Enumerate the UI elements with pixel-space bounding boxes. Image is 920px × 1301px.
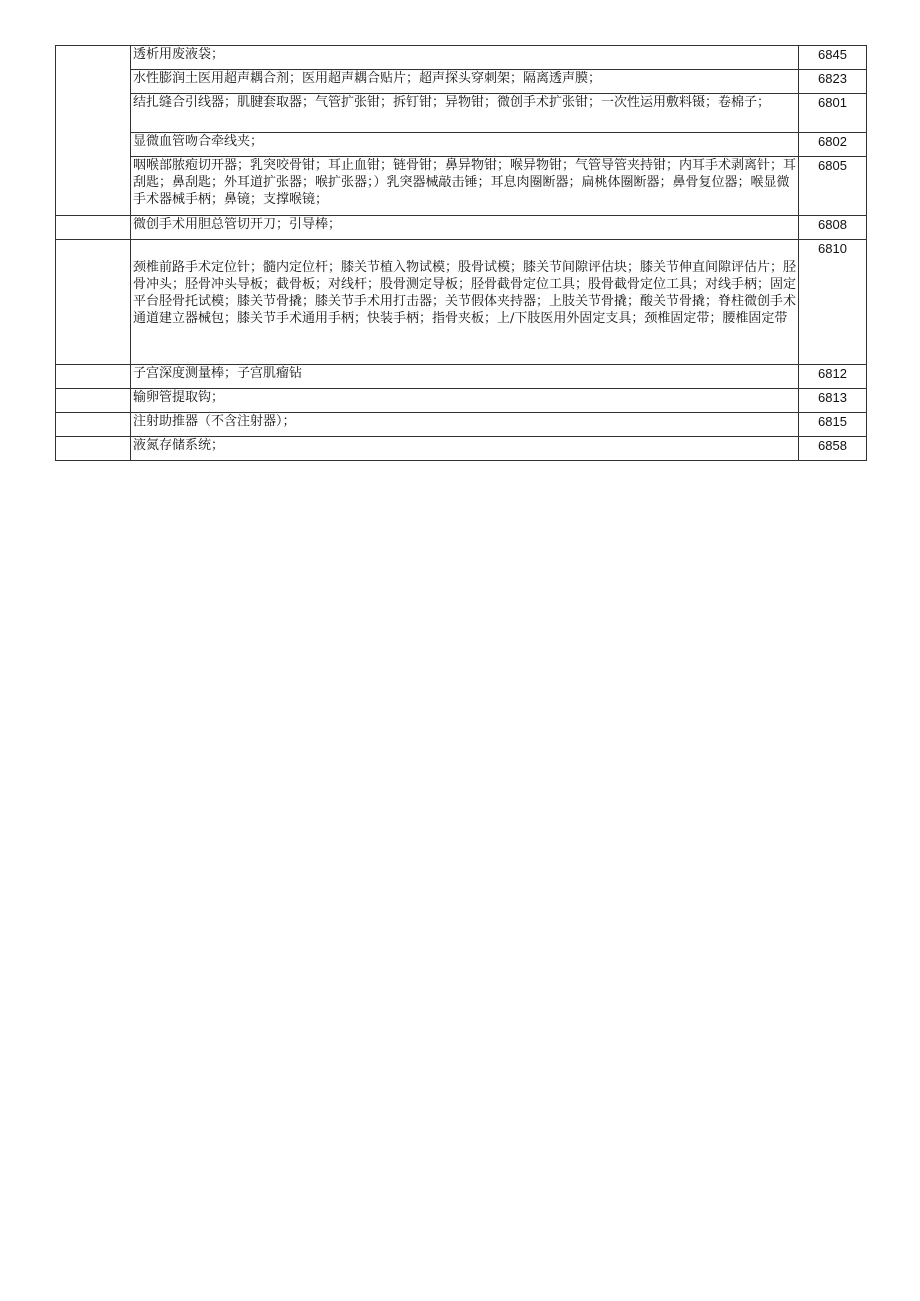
category-cell xyxy=(56,365,131,389)
code-cell: 6810 xyxy=(799,240,867,365)
code-cell: 6801 xyxy=(799,94,867,133)
code-cell: 6812 xyxy=(799,365,867,389)
table-row xyxy=(56,437,867,461)
category-cell xyxy=(56,413,131,437)
code-cell: 6845 xyxy=(799,46,867,70)
description-cell: 液氮存储系统； xyxy=(131,437,799,461)
code-cell: 6823 xyxy=(799,70,867,94)
description-cell: 显微血管吻合牵线夹； xyxy=(131,133,799,157)
table-row xyxy=(56,70,867,94)
description-cell: 注射助推器（不含注射器）； xyxy=(131,413,799,437)
description-cell: 透析用废液袋； xyxy=(131,46,799,70)
description-cell: 输卵管提取钩； xyxy=(131,389,799,413)
table-row xyxy=(56,94,867,133)
table-row xyxy=(56,157,867,216)
description-cell: 颈椎前路手术定位针；髓内定位杆；膝关节植入物试模；股骨试模；膝关节间隙评估块；膝关节伸直间隙评估片；胫骨冲头；胫骨冲头导板；截骨板；对线杆；股骨测定导板；胫骨截骨定位工具；股骨截骨定位工具；对线手柄；固定平台胫骨托试模；膝关节骨撬；膝关节手术用打击器；关节假体夹持器；上肢关节骨撬；酸关节骨撬；脊柱微创手术通道建立器械包；膝关节手术通用手柄；快装手柄；指骨夹板；上/下肢医用外固定支具；颈椎固定带；腰椎固定带 xyxy=(131,240,799,365)
category-cell xyxy=(56,240,131,365)
code-cell: 6815 xyxy=(799,413,867,437)
code-cell: 6813 xyxy=(799,389,867,413)
code-cell: 6858 xyxy=(799,437,867,461)
category-cell xyxy=(56,46,131,216)
device-catalog-table xyxy=(55,45,867,461)
table-row xyxy=(56,240,867,365)
description-cell: 水性膨润土医用超声耦合剂；医用超声耦合贴片；超声探头穿刺架；隔离透声膜； xyxy=(131,70,799,94)
category-cell xyxy=(56,389,131,413)
table-row xyxy=(56,216,867,240)
code-cell: 6805 xyxy=(799,157,867,216)
table-row xyxy=(56,46,867,70)
code-cell: 6808 xyxy=(799,216,867,240)
description-cell: 子宫深度测量棒；子宫肌瘤钻 xyxy=(131,365,799,389)
table-row xyxy=(56,389,867,413)
category-cell xyxy=(56,437,131,461)
description-cell: 微创手术用胆总管切开刀；引导棒； xyxy=(131,216,799,240)
code-cell: 6802 xyxy=(799,133,867,157)
description-cell: 结扎缝合引线器；肌腱套取器；气管扩张钳；拆钉钳；异物钳；微创手术扩张钳；一次性运用敷料镊；卷棉子； xyxy=(131,94,799,133)
table-row xyxy=(56,365,867,389)
description-cell: 咽喉部脓疱切开器；乳突咬骨钳；耳止血钳；链骨钳；鼻异物钳；喉异物钳；气管导管夹持钳；内耳手术剥离针；耳刮匙；鼻刮匙；外耳道扩张器；喉扩张器；）乳突器械敲击锤；耳息肉圈断器；扁桃体圈断器；鼻骨复位器；喉显微手术器械手柄；鼻镜；支撑喉镜； xyxy=(131,157,799,216)
category-cell xyxy=(56,216,131,240)
table-row xyxy=(56,413,867,437)
table-row xyxy=(56,133,867,157)
